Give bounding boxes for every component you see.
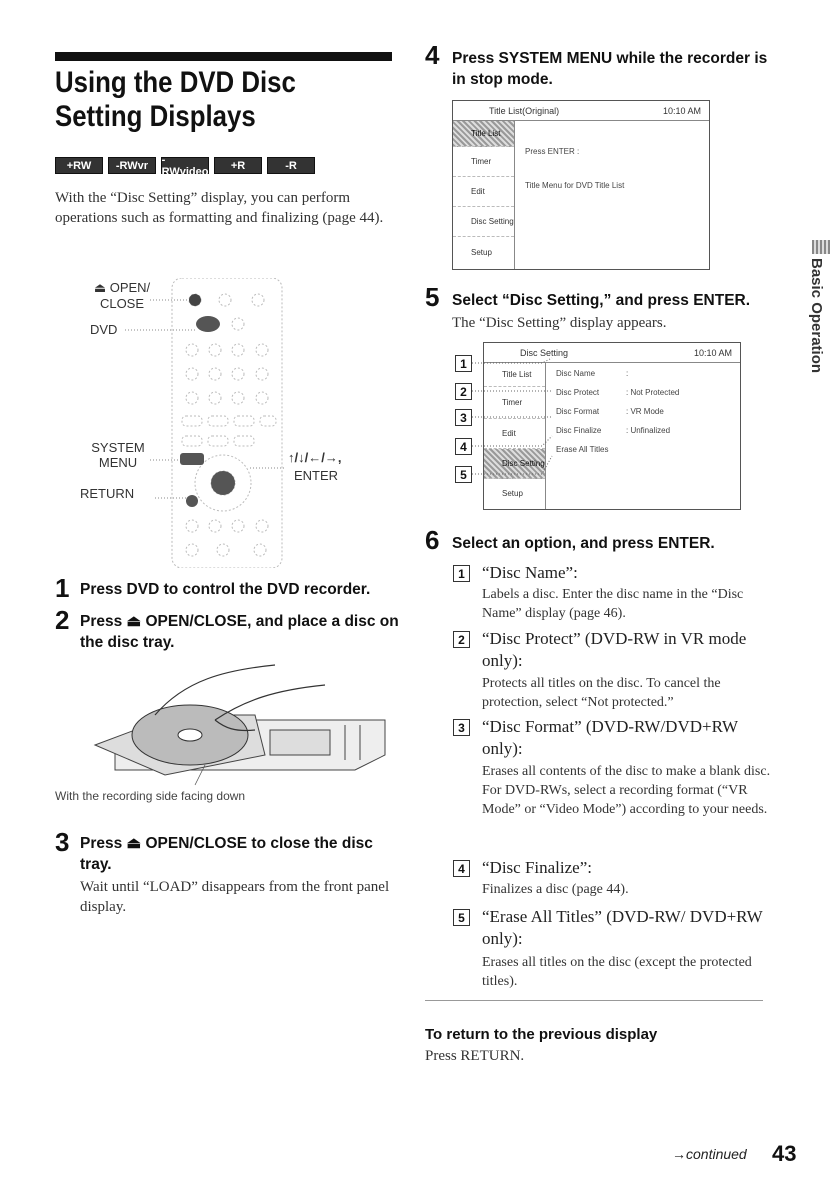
step-4-text: Press SYSTEM MENU while the recorder is in stop mode. bbox=[452, 50, 768, 88]
step-1-number: 1 bbox=[55, 573, 70, 603]
screen2-row-value: : bbox=[626, 369, 629, 378]
section-tab-marker bbox=[812, 240, 830, 254]
step-6-text: Select an option, and press ENTER. bbox=[452, 535, 715, 552]
remote-open-close-label: ⏏ OPEN/ CLOSE bbox=[93, 280, 151, 311]
continued-label: →continued bbox=[672, 1146, 747, 1162]
tray-caption: With the recording side facing down bbox=[55, 789, 246, 803]
step-1-text: Press DVD to control the DVD recorder. bbox=[80, 581, 371, 598]
option-1-label: “Disc Name”: bbox=[482, 563, 578, 582]
screen1-menu bbox=[453, 121, 515, 269]
screen2-time: 10:10 AM bbox=[693, 347, 732, 358]
disc-tray-drawing bbox=[55, 660, 400, 790]
intro-paragraph: With the “Disc Setting” display, you can perform operations such as formatting and finalizing (page 44). bbox=[55, 190, 384, 226]
step-3-number: 3 bbox=[55, 827, 70, 857]
screen2-row-label: Disc Format bbox=[556, 407, 600, 416]
badge-minus-r: -R bbox=[267, 157, 315, 174]
screen1-menu-timer[interactable]: Timer bbox=[453, 147, 514, 177]
step-6-number: 6 bbox=[425, 525, 440, 555]
screen2-row-disc-format[interactable] bbox=[556, 407, 664, 416]
remote-arrows-label: ↑/↓/←/→, bbox=[288, 450, 342, 465]
callout-3: 3 bbox=[455, 409, 472, 426]
disc-type-badges bbox=[55, 153, 315, 178]
step-4-number: 4 bbox=[425, 40, 440, 70]
callout-4: 4 bbox=[455, 438, 472, 455]
option-1-number: 1 bbox=[453, 565, 470, 582]
remote-dvd-label: DVD bbox=[90, 322, 118, 337]
option-5-description: Erases all titles on the disc (except the protected titles). bbox=[482, 955, 752, 989]
disc-tray-illustration bbox=[55, 660, 400, 810]
callout-1: 1 bbox=[455, 355, 472, 372]
page-title: Using the DVD Disc Setting Displays bbox=[55, 66, 296, 133]
remote-drawing bbox=[80, 278, 410, 568]
step-2-number: 2 bbox=[55, 605, 70, 635]
heading-rule bbox=[55, 52, 392, 61]
option-2-label: “Disc Protect” (DVD-RW in VR mode only): bbox=[482, 629, 747, 670]
remote-return-label: RETURN bbox=[80, 486, 135, 501]
screen2-menu-disc-setting[interactable]: Disc Setting bbox=[484, 449, 545, 479]
step-5-description: The “Disc Setting” display appears. bbox=[452, 315, 667, 331]
step-5-number: 5 bbox=[425, 282, 440, 312]
screen2-title: Disc Setting bbox=[520, 347, 569, 358]
remote-illustration bbox=[80, 278, 410, 568]
option-5-number: 5 bbox=[453, 909, 470, 926]
option-5-label: “Erase All Titles” (DVD-RW/ DVD+RW only): bbox=[482, 907, 763, 948]
screen2-row-label: Disc Name bbox=[556, 369, 596, 378]
return-text: Press RETURN. bbox=[425, 1048, 525, 1064]
callout-2: 2 bbox=[455, 383, 472, 400]
option-2-number: 2 bbox=[453, 631, 470, 648]
section-tab-label: Basic Operation bbox=[808, 258, 825, 374]
screen2-row-disc-finalize[interactable] bbox=[556, 426, 671, 435]
callout-5: 5 bbox=[455, 466, 472, 483]
screen1-menu-edit[interactable]: Edit bbox=[453, 177, 514, 207]
page-number: 43 bbox=[772, 1141, 797, 1166]
screen1-menu-setup[interactable]: Setup bbox=[471, 247, 492, 257]
screen1-menu-title-list[interactable]: Title List bbox=[453, 121, 514, 147]
option-3-number: 3 bbox=[453, 719, 470, 736]
screen1-title: Title List(Original) bbox=[489, 105, 560, 116]
screen2-row-value: : Not Protected bbox=[626, 388, 680, 397]
return-heading: To return to the previous display bbox=[425, 1026, 658, 1043]
option-4-description: Finalizes a disc (page 44). bbox=[482, 882, 629, 897]
screen2-row-disc-protect[interactable] bbox=[556, 388, 680, 397]
badge-rw-vr: -RWvr bbox=[108, 157, 156, 174]
screen2-menu-setup[interactable]: Setup bbox=[502, 488, 523, 498]
screen2-menu-timer[interactable]: Timer bbox=[484, 387, 545, 419]
screen2-row-erase-all[interactable]: Erase All Titles bbox=[556, 445, 609, 454]
step-3-description: Wait until “LOAD” disappears from the front panel display. bbox=[80, 879, 390, 915]
screen2-menu-title-list[interactable]: Title List bbox=[484, 363, 545, 387]
remote-system-menu-label: SYSTEM MENU bbox=[91, 440, 145, 470]
option-4-label: “Disc Finalize”: bbox=[482, 858, 592, 877]
remote-enter-label: ENTER bbox=[294, 468, 339, 483]
option-2-description: Protects all titles on the disc. To cancel the protection, select “Not protected.” bbox=[482, 676, 721, 710]
screen2-row-label: Disc Finalize bbox=[556, 426, 602, 435]
screen1-header bbox=[453, 101, 709, 121]
option-4-number: 4 bbox=[453, 860, 470, 877]
option-1-description: Labels a disc. Enter the disc name in the “Disc Name” display (page 46). bbox=[482, 587, 744, 621]
section-divider bbox=[425, 1000, 763, 1001]
screen1-menu-disc-setting[interactable]: Disc Setting bbox=[453, 207, 514, 237]
screen2-row-label: Disc Protect bbox=[556, 388, 600, 397]
step-5-text: Select “Disc Setting,” and press ENTER. bbox=[452, 292, 751, 309]
step-3-text: Press ⏏ OPEN/CLOSE to close the disc tray. bbox=[80, 835, 373, 873]
option-3-label: “Disc Format” (DVD-RW/DVD+RW only): bbox=[482, 717, 738, 758]
screen2-row-value: : VR Mode bbox=[626, 407, 664, 416]
system-menu-screen bbox=[452, 100, 710, 270]
screen1-description: Title Menu for DVD Title List bbox=[525, 181, 625, 190]
badge-rw-video: -RWvideo bbox=[161, 153, 209, 178]
screen2-row-value: : Unfinalized bbox=[626, 426, 671, 435]
step-2-text: Press ⏏ OPEN/CLOSE, and place a disc on the disc tray. bbox=[80, 613, 399, 651]
callout-leader-lines bbox=[472, 350, 562, 480]
badge-plus-r: +R bbox=[214, 157, 262, 174]
badge-plus-rw: +RW bbox=[55, 157, 103, 174]
screen2-menu-edit[interactable]: Edit bbox=[484, 419, 545, 449]
screen1-press-enter: Press ENTER : bbox=[525, 147, 580, 156]
option-3-description: Erases all contents of the disc to make a blank disc. For DVD-RWs, select a recording format (“VR Mode” or “Video Mode”) according to your needs. bbox=[482, 764, 771, 817]
screen1-time: 10:10 AM bbox=[662, 105, 701, 116]
